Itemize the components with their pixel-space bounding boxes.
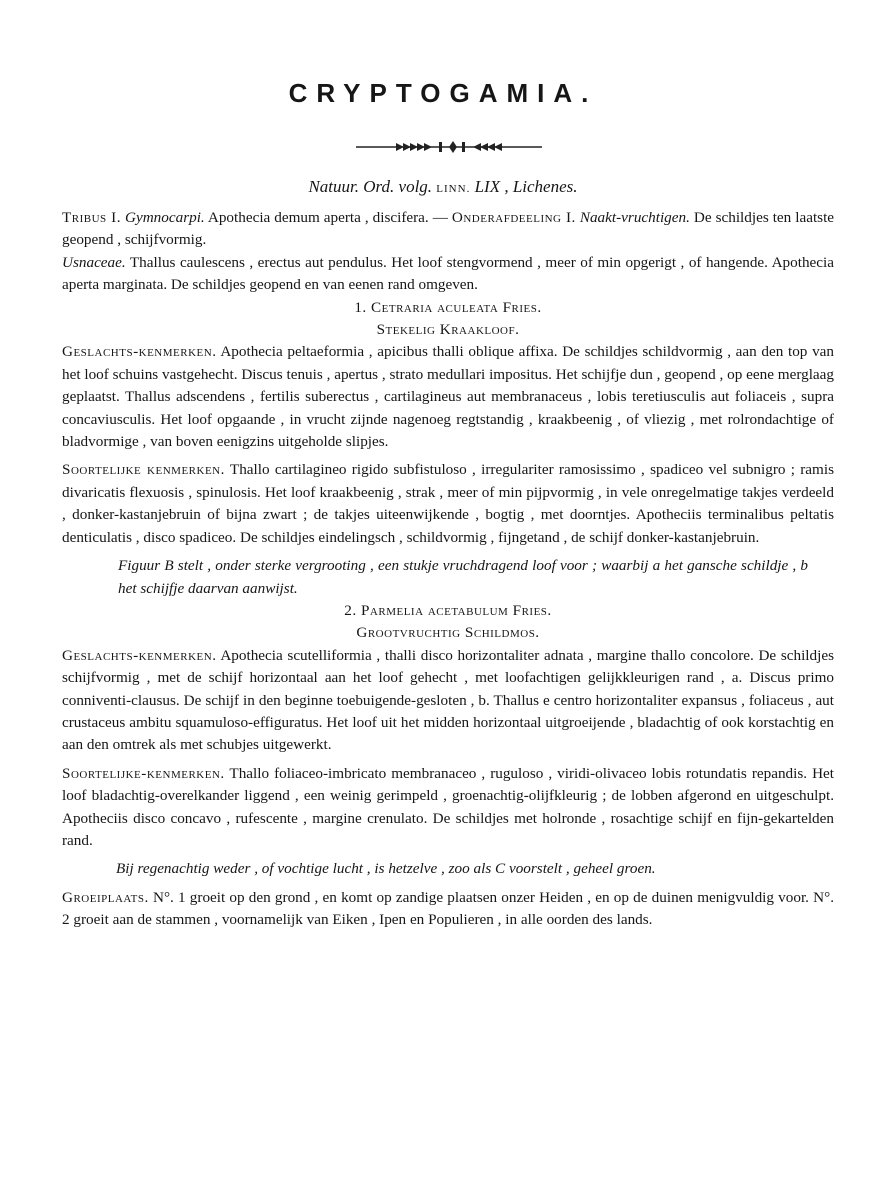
tribus-latin: Apothecia demum aperta , discifera. — <box>207 209 448 226</box>
species1-subheading: Stekelig Kraakloof. <box>376 321 520 339</box>
species2-figure-note: Bij regenachtig weder , of vochtige lucht , is hetzelve , zoo als C voorstelt , geheel groen. <box>116 860 656 878</box>
tribus-dutch-text: De schildjes ten laatste geopend , schijfvormig. <box>62 209 835 249</box>
tribus-name: Gymnocarpi. <box>125 209 205 226</box>
main-text <box>62 207 834 932</box>
groeiplaats-label: Groeiplaats. <box>62 888 149 906</box>
species2-subheading: Grootvruchtig Schildmos. <box>356 624 540 642</box>
species1-heading: 1. Cetraria aculeata Fries. <box>354 298 542 316</box>
tribus-dutch-label: Onderafdeeling I. <box>451 209 576 226</box>
usnaceae-paragraph <box>62 252 834 297</box>
groeiplaats-paragraph <box>62 887 834 932</box>
order-line <box>0 177 886 197</box>
page-title: CRYPTOGAMIA. <box>288 78 598 108</box>
usnaceae-name: Usnaceae. <box>62 253 126 271</box>
species2-heading: 2. Parmelia acetabulum Fries. <box>344 601 552 619</box>
species1-species-paragraph <box>62 459 834 549</box>
species2-species-text: Thallo foliaceo-imbricato membranaceo , ruguloso , viridi-olivaceo lobis rotundatis repandis. Het loof bladachtig-overelkander liggend , een weinig gerimpeld , groenachtig-olijfkleurig ; de lobben afgerond en uitgeschulpt. Apotheciis disco concavo , rufescente , margine crenulato. De schildjes met holronde , rosachtige schijf en fijn-gekartelden rand. <box>62 764 834 849</box>
order-line-linn: LINN. <box>436 183 471 195</box>
tribus-label: Tribus I. <box>62 209 122 226</box>
species1-species-text: Thallo cartilagineo rigido subfistuloso , irregulariter ramosissimo , spadiceo vel subnigro ; ramis divaricatis flexuosis , spinulosis. Het loof kraakbeenig , strak , meer of min pijpvormig , in vele onregelmatige takjes verdeeld , donker-kastanjebruin of bijna zwart ; de takjes uiteenwijkende , bogtig , met doorntjes. Apotheciis terminalibus peltatis denticulatis , disco spadiceo. De schildjes eindelingsch , schildvormig , fijngetand , de schijf donker-kastanjebruin. <box>62 461 834 546</box>
order-line-prefix: Natuur. Ord. volg. <box>308 177 433 196</box>
tribus-dutch-name: Naakt-vruchtigen. <box>579 209 690 226</box>
species1-genus-text: Apothecia peltaeformia , apicibus thalli oblique affixa. De schildjes schildvormig , aan den top van het loof schuins vastgehecht. Discus tenuis , apertus , strato medullari impositus. Het schijfje dun , geopend , op eene merglaag geplaatst. Thallus adscendens , fertilis suberectus , cartilagineus aut membranaceus , lobis teretiusculis aut foliaceis , supra concaviusculis. Het loof opgaande , in vrucht zijnde nagenoeg regtstandig , kraakbeenig , of vliezig , met rolrondachtige of bladvormige , van boven eenigzins uitgeholde slipjes. <box>62 343 834 451</box>
species1-genus-paragraph <box>62 341 834 453</box>
species1-genus-label: Geslachts-kenmerken. <box>62 343 217 361</box>
species1-species-label: Soortelijke kenmerken. <box>62 461 225 479</box>
groeiplaats-text: N°. 1 groeit op den grond , en komt op zandige plaatsen onzer Heiden , en op de duinen menigvuldig voor. N°. 2 groeit aan de stammen , voornamelijk van Eiken , Ipen en Populieren , in alle oorden des lands. <box>62 888 834 929</box>
species2-genus-label: Geslachts-kenmerken. <box>62 646 217 664</box>
species2-genus-paragraph <box>62 645 834 757</box>
ornament-rule <box>356 140 542 154</box>
usnaceae-text: Thallus caulescens , erectus aut pendulus. Het loof stengvormend , meer of min opgerigt , of hangende. Apothecia aperta marginata. De schildjes geopend en van eenen rand omgeven. <box>62 253 835 294</box>
species2-species-paragraph <box>62 763 834 853</box>
order-line-suffix: LIX , Lichenes. <box>474 177 578 196</box>
species1-figure-note: Figuur B stelt , onder sterke vergrooting , een stukje vruchdragend loof voor ; waarbij a het gansche schildje , b het schijfje daarvan aanwijst. <box>118 557 808 597</box>
species2-species-label: Soortelijke-kenmerken. <box>62 764 225 782</box>
species2-genus-text: Apothecia scutelliformia , thalli disco horizontaliter adnata , margine thallo concolore. De schildjes schijfvormig , met de schijf horizontaal aan het loof gehecht , met loofachtigen gelijkkleurigen rand , a. Discus primo conniventi-clausus. De schijf in den beginne toebuigende-gesloten , b. Thallus e centro horizontaliter expansus , foliaceus , aut crustaceus ambitu squamuloso-effiguratus. Het loof uit het midden horizontaal uitgroeijende , bladachtig of ook korstachtig en aan den omtrek als met schubjes uitgewerkt. <box>62 646 834 754</box>
tribus-paragraph <box>62 207 834 252</box>
